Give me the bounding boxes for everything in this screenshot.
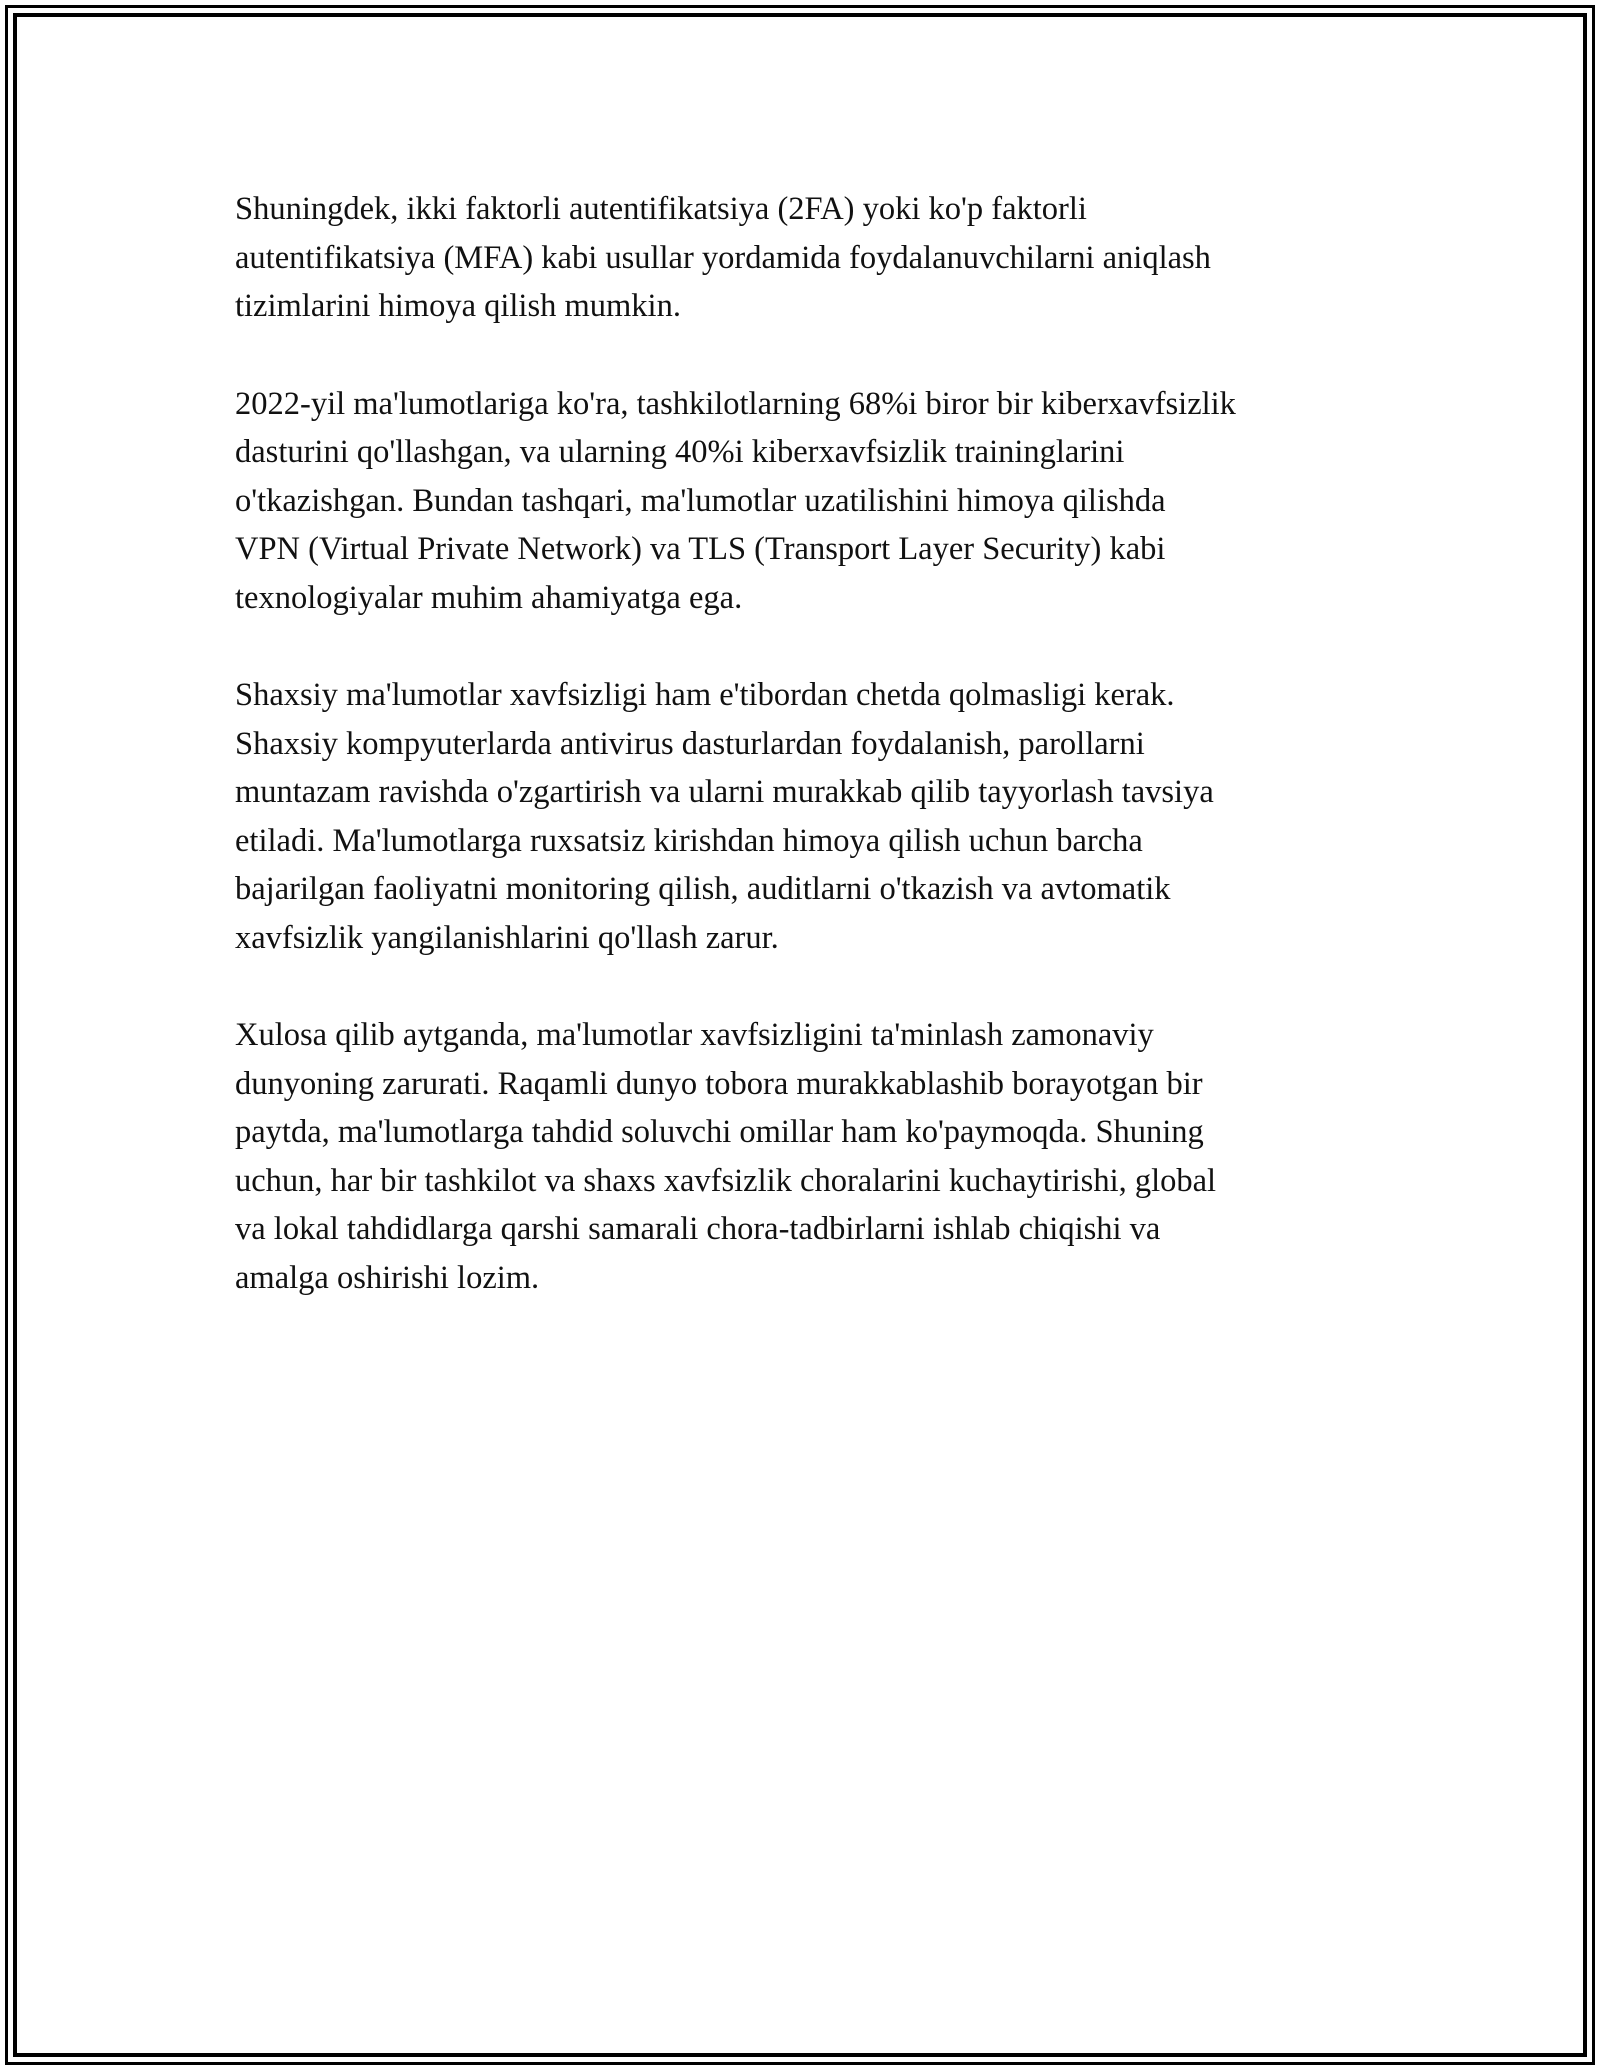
text-line: amalga oshirishi lozim. bbox=[235, 1259, 540, 1296]
paragraph-2022-statistics bbox=[235, 380, 1385, 623]
text-line: tizimlarini himoya qilish mumkin. bbox=[235, 288, 681, 324]
text-line: dasturini qo'llashgan, va ularning 40%i kiberxavfsizlik traininglarini bbox=[235, 434, 1125, 470]
text-line: Shaxsiy ma'lumotlar xavfsizligi ham e'tibordan chetda qolmasligi kerak. bbox=[235, 677, 1175, 713]
text-line: etiladi. Ma'lumotlarga ruxsatsiz kirishdan himoya qilish uchun barcha bbox=[235, 822, 1143, 859]
paragraph-personal-data-security bbox=[235, 671, 1385, 962]
document-body bbox=[235, 185, 1385, 1351]
text-line: 2022-yil ma'lumotlariga ko'ra, tashkilotlarning 68%i biror bir kiberxavfsizlik bbox=[235, 385, 1236, 422]
text-line: dunyoning zarurati. Raqamli dunyo tobora murakkablashib borayotgan bir bbox=[235, 1065, 1203, 1102]
text-line: uchun, har bir tashkilot va shaxs xavfsizlik choralarini kuchaytirishi, global bbox=[235, 1162, 1217, 1199]
text-line: bajarilgan faoliyatni monitoring qilish, auditlarni o'tkazish va avtomatik bbox=[235, 871, 1171, 907]
text-line: autentifikatsiya (MFA) kabi usullar yordamida foydalanuvchilarni aniqlash bbox=[235, 239, 1211, 276]
text-line: o'tkazishgan. Bundan tashqari, ma'lumotlar uzatilishini himoya qilishda bbox=[235, 482, 1166, 519]
text-line: xavfsizlik yangilanishlarini qo'llash zarur. bbox=[235, 919, 779, 956]
text-line: Xulosa qilib aytganda, ma'lumotlar xavfsizligini ta'minlash zamonaviy bbox=[235, 1017, 1154, 1053]
text-line: texnologiyalar muhim ahamiyatga ega. bbox=[235, 579, 743, 616]
paragraph-2fa-mfa bbox=[235, 185, 1385, 331]
text-line: paytda, ma'lumotlarga tahdid soluvchi omillar ham ko'paymoqda. Shuning bbox=[235, 1114, 1204, 1150]
text-line: va lokal tahdidlarga qarshi samarali chora-tadbirlarni ishlab chiqishi va bbox=[235, 1211, 1161, 1247]
text-line: Shuningdek, ikki faktorli autentifikatsiya (2FA) yoki ko'p faktorli bbox=[235, 191, 1087, 227]
text-line: VPN (Virtual Private Network) va TLS (Transport Layer Security) kabi bbox=[235, 531, 1166, 567]
text-line: muntazam ravishda o'zgartirish va ularni murakkab qilib tayyorlash tavsiya bbox=[235, 774, 1214, 810]
paragraph-conclusion bbox=[235, 1011, 1385, 1302]
text-line: Shaxsiy kompyuterlarda antivirus dasturlardan foydalanish, parollarni bbox=[235, 725, 1145, 762]
